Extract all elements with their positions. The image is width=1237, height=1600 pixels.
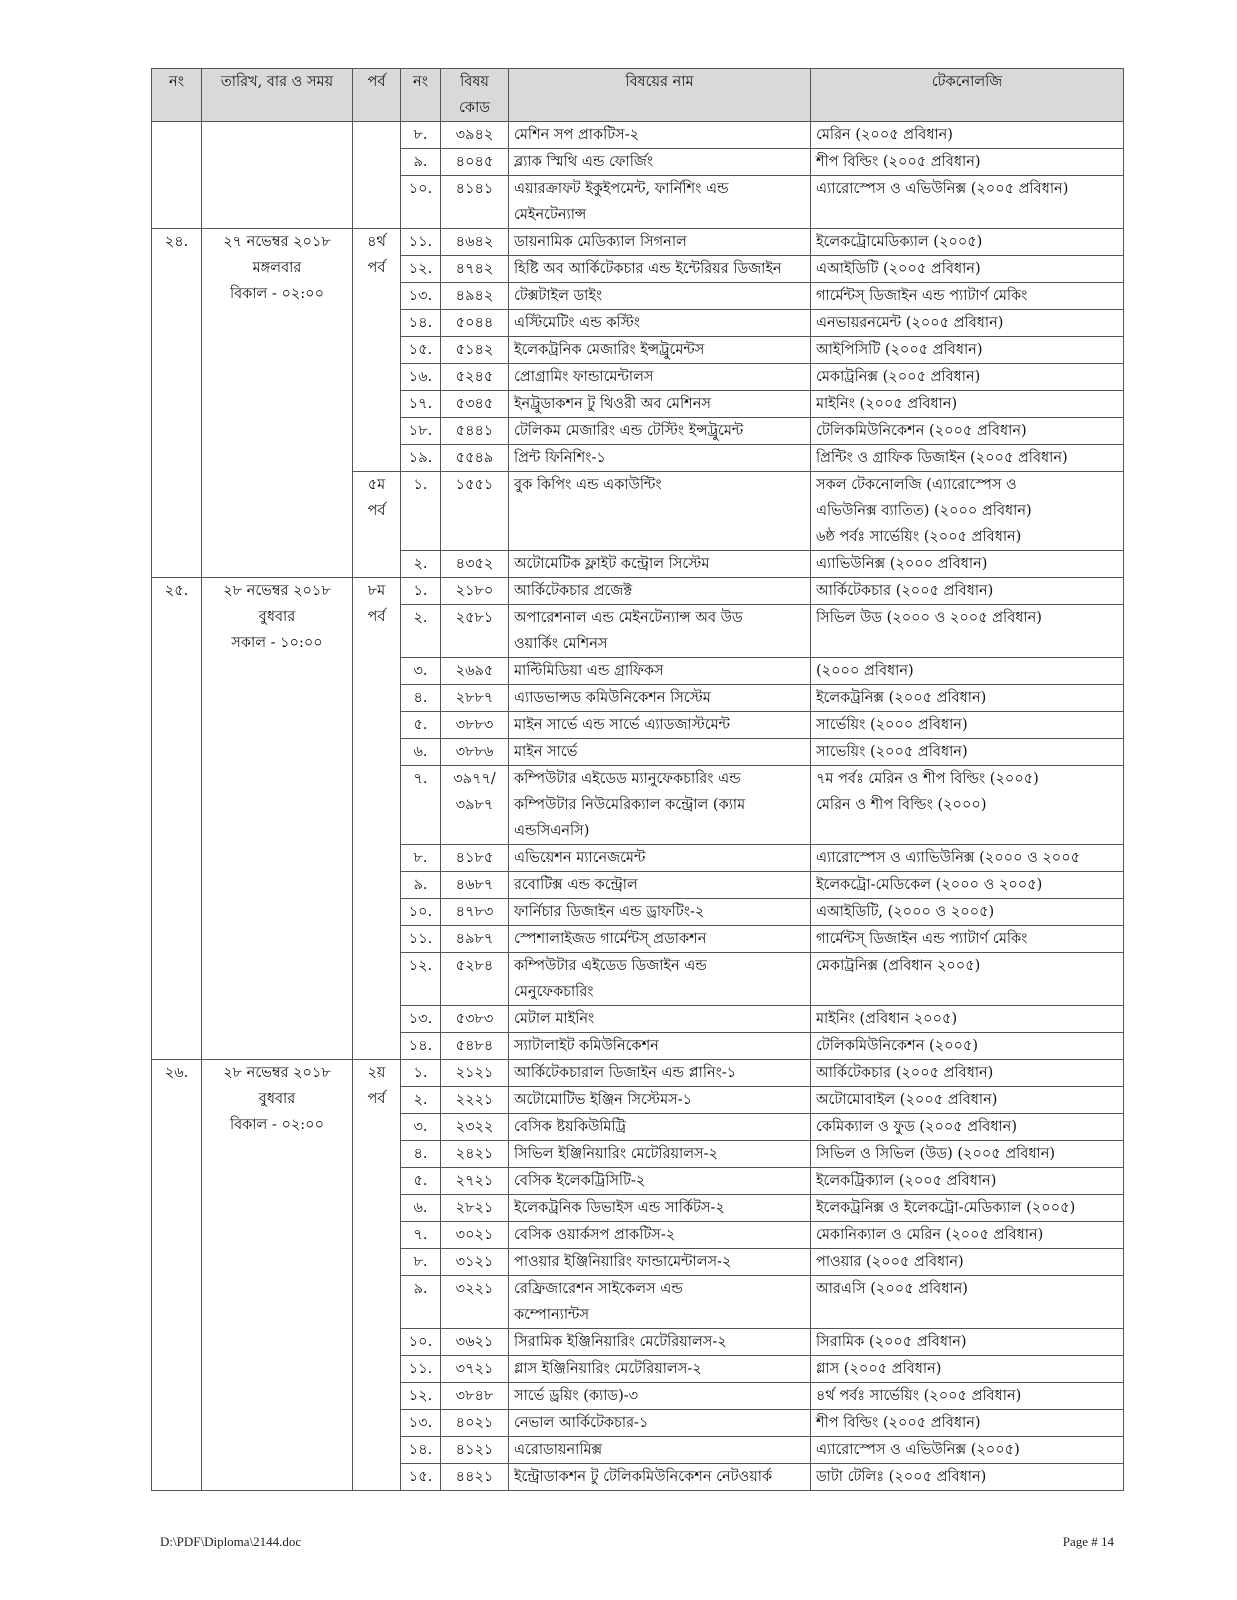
subject-technology: এআইডিটি, (২০০০ ও ২০০৫) (811, 899, 1124, 926)
subject-code: ৫৪৮৪ (441, 1033, 509, 1060)
subject-code: ৪৭৮৩ (441, 899, 509, 926)
table-row (152, 229, 1124, 256)
subject-code: ২৪২১ (441, 1141, 509, 1168)
subject-technology: মাইনিং (২০০৫ প্রবিধান) (811, 391, 1124, 418)
subject-code: ২৬৯৫ (441, 658, 509, 685)
subject-name: মাইন সার্ভে (509, 739, 811, 766)
subject-technology: ইলেকট্রনিক্স ও ইলেকট্রো-মেডিক্যাল (২০০৫) (811, 1195, 1124, 1222)
subject-name: স্পেশালাইজড গার্মেন্টস্ প্রডাকশন (509, 926, 811, 953)
subject-code: ২২২১ (441, 1087, 509, 1114)
subject-technology: মেকাট্রনিক্স (প্রবিধান ২০০৫) (811, 953, 1124, 1006)
subject-code: ২৭২১ (441, 1168, 509, 1195)
subject-code: ৫৩৮৩ (441, 1006, 509, 1033)
subject-code: ২৫৮১ (441, 605, 509, 658)
subject-name: এরোডায়নামিক্স (509, 1437, 811, 1464)
header-serial: নং (152, 69, 202, 122)
subject-name: সিভিল ইঞ্জিনিয়ারিং মেটেরিয়ালস-২ (509, 1141, 811, 1168)
subject-name: মেশিন সপ প্রাকটিস-২ (509, 122, 811, 149)
subject-technology: পাওয়ার (২০০৫ প্রবিধান) (811, 1249, 1124, 1276)
subject-technology: প্রিন্টিং ও গ্রাফিক ডিজাইন (২০০৫ প্রবিধান) (811, 445, 1124, 472)
subject-number: ৫. (401, 712, 441, 739)
subject-name: ইনট্রুডাকশন টু থিওরী অব মেশিনস (509, 391, 811, 418)
exam-semester: ৪র্থ পর্ব (353, 229, 401, 472)
table-row (152, 578, 1124, 605)
subject-technology: ডাটা টেলিঃ (২০০৫ প্রবিধান) (811, 1464, 1124, 1491)
subject-number: ১২. (401, 953, 441, 1006)
exam-serial (152, 122, 202, 229)
subject-number: ১৪. (401, 1437, 441, 1464)
subject-number: ১১. (401, 926, 441, 953)
exam-semester: ২য় পর্ব (353, 1060, 401, 1491)
subject-code: ৫০৪৪ (441, 310, 509, 337)
subject-name: আর্কিটেকচার প্রজেক্ট (509, 578, 811, 605)
subject-number: ১১. (401, 1356, 441, 1383)
exam-serial: ২৫. (152, 578, 202, 1060)
subject-name: বুক কিপিং এন্ড একাউন্টিং (509, 472, 811, 551)
subject-code: ৫৩৪৫ (441, 391, 509, 418)
header-subject-name: বিষয়ের নাম (509, 69, 811, 122)
subject-code: ২৩২২ (441, 1114, 509, 1141)
subject-number: ১৩. (401, 283, 441, 310)
subject-name: বেসিক ইলেকট্রিসিটি-২ (509, 1168, 811, 1195)
subject-code: ৩৮৮৩ (441, 712, 509, 739)
subject-technology: ৭ম পর্বঃ মেরিন ও শীপ বিল্ডিং (২০০৫) মেরিন ও শীপ বিল্ডিং (২০০০) (811, 766, 1124, 845)
subject-name: নেভাল আর্কিটেকচার-১ (509, 1410, 811, 1437)
subject-code: ১৫৫১ (441, 472, 509, 551)
subject-name: এভিয়েশন ম্যানেজমেন্ট (509, 845, 811, 872)
subject-number: ৪. (401, 1141, 441, 1168)
subject-number: ১৯. (401, 445, 441, 472)
subject-technology: টেলিকমিউনিকেশন (২০০৫ প্রবিধান) (811, 418, 1124, 445)
subject-number: ৯. (401, 149, 441, 176)
subject-technology: সকল টেকনোলজি (এ্যারোস্পেস ও এভিউনিক্স ব্যাতিত) (২০০০ প্রবিধান) ৬ষ্ঠ পর্বঃ সার্ভেয়িং (২০০৫ প্রবিধান) (811, 472, 1124, 551)
subject-code: ৩০২১ (441, 1222, 509, 1249)
footer-page-number: Page # 14 (1062, 1534, 1114, 1549)
subject-technology: আইপিসিটি (২০০৫ প্রবিধান) (811, 337, 1124, 364)
subject-code: ৩৬২১ (441, 1329, 509, 1356)
subject-technology: (২০০০ প্রবিধান) (811, 658, 1124, 685)
subject-number: ৪. (401, 685, 441, 712)
subject-name: প্রোগ্রামিং ফান্ডামেন্টালস (509, 364, 811, 391)
exam-serial: ২৬. (152, 1060, 202, 1491)
subject-number: ১৩. (401, 1410, 441, 1437)
footer-file-path: D:\PDF\Diploma\2144.doc (160, 1534, 302, 1549)
subject-name: ব্ল্যাক স্মিথি এন্ড ফোর্জিং (509, 149, 811, 176)
subject-name: ইন্ট্রোডাকশন টু টেলিকমিউনিকেশন নেটওয়ার্ক (509, 1464, 811, 1491)
subject-technology: এ্যারোস্পেস ও এভিউনিক্স (২০০৫) (811, 1437, 1124, 1464)
subject-name: ফার্নিচার ডিজাইন এন্ড ড্রাফটিং-২ (509, 899, 811, 926)
subject-number: ১৫. (401, 337, 441, 364)
table-row (152, 1060, 1124, 1087)
header-date-time: তারিখ, বার ও সময় (202, 69, 353, 122)
subject-code: ২১২১ (441, 1060, 509, 1087)
subject-technology: মাইনিং (প্রবিধান ২০০৫) (811, 1006, 1124, 1033)
subject-name: গ্লাস ইঞ্জিনিয়ারিং মেটেরিয়ালস-২ (509, 1356, 811, 1383)
subject-name: বেসিক ওয়ার্কসপ প্রাকটিস-২ (509, 1222, 811, 1249)
subject-name: ইলেকট্রনিক মেজারিং ইন্সট্রুমেন্টস (509, 337, 811, 364)
exam-serial: ২৪. (152, 229, 202, 578)
header-semester: পর্ব (353, 69, 401, 122)
exam-schedule-table (151, 68, 1124, 1491)
subject-name: ডায়নামিক মেডিক্যাল সিগনাল (509, 229, 811, 256)
subject-code: ৪১৮৫ (441, 845, 509, 872)
subject-code: ৪৬৮৭ (441, 872, 509, 899)
subject-technology: ইলেকট্রো-মেডিকেল (২০০০ ও ২০০৫) (811, 872, 1124, 899)
subject-code: ৪৯৪২ (441, 283, 509, 310)
subject-name: মাইন সার্ভে এন্ড সার্ভে এ্যাডজাস্টমেন্ট (509, 712, 811, 739)
subject-technology: মেরিন (২০০৫ প্রবিধান) (811, 122, 1124, 149)
subject-number: ২. (401, 605, 441, 658)
subject-technology: এ্যারোস্পেস ও এ্যাভিউনিক্স (২০০০ ও ২০০৫ (811, 845, 1124, 872)
subject-code: ৩৯৭৭/ ৩৯৮৭ (441, 766, 509, 845)
subject-number: ৬. (401, 1195, 441, 1222)
subject-technology: মেকানিক্যাল ও মেরিন (২০০৫ প্রবিধান) (811, 1222, 1124, 1249)
subject-code: ৪৪২১ (441, 1464, 509, 1491)
subject-name: রবোটিক্স এন্ড কন্ট্রোল (509, 872, 811, 899)
subject-number: ১৬. (401, 364, 441, 391)
table-header-row (152, 69, 1124, 122)
subject-code: ৪৭৪২ (441, 256, 509, 283)
subject-number: ৮. (401, 845, 441, 872)
exam-date-time (202, 122, 353, 229)
subject-technology: এ্যারোস্পেস ও এভিউনিক্স (২০০৫ প্রবিধান) (811, 176, 1124, 229)
subject-code: ৫৫৪৯ (441, 445, 509, 472)
exam-semester (353, 122, 401, 229)
subject-number: ১১. (401, 229, 441, 256)
subject-number: ১৪. (401, 1033, 441, 1060)
subject-number: ১০. (401, 1329, 441, 1356)
subject-technology: সাভেয়িং (২০০৫ প্রবিধান) (811, 739, 1124, 766)
subject-name: হিষ্টি অব আর্কিটেকচার এন্ড ইন্টেরিয়র ডিজাইন (509, 256, 811, 283)
subject-name: স্যাটালাইট কমিউনিকেশন (509, 1033, 811, 1060)
subject-technology: ইলেকট্রনিক্স (২০০৫ প্রবিধান) (811, 685, 1124, 712)
subject-name: পাওয়ার ইঞ্জিনিয়ারিং ফান্ডামেন্টালস-২ (509, 1249, 811, 1276)
subject-number: ১০. (401, 899, 441, 926)
subject-name: বেসিক ষ্টয়কিউমিট্রি (509, 1114, 811, 1141)
subject-code: ৪০২১ (441, 1410, 509, 1437)
subject-technology: মেকাট্রনিক্স (২০০৫ প্রবিধান) (811, 364, 1124, 391)
subject-number: ১. (401, 1060, 441, 1087)
subject-technology: এনভায়রনমেন্ট (২০০৫ প্রবিধান) (811, 310, 1124, 337)
subject-name: সার্ভে ড্রয়িং (ক্যাড)-৩ (509, 1383, 811, 1410)
subject-technology: সিভিল ও সিভিল (উড) (২০০৫ প্রবিধান) (811, 1141, 1124, 1168)
subject-number: ১২. (401, 1383, 441, 1410)
subject-name: রেফ্রিজারেশন সাইকেলস এন্ড কম্পোন্যান্টস (509, 1276, 811, 1329)
subject-number: ৯. (401, 872, 441, 899)
subject-technology: টেলিকমিউনিকেশন (২০০৫) (811, 1033, 1124, 1060)
subject-number: ৫. (401, 1168, 441, 1195)
subject-number: ১০. (401, 176, 441, 229)
subject-code: ৪৯৮৭ (441, 926, 509, 953)
subject-code: ৩১২১ (441, 1249, 509, 1276)
header-subject-code: বিষয় কোড (441, 69, 509, 122)
subject-code: ৩২২১ (441, 1276, 509, 1329)
header-number: নং (401, 69, 441, 122)
subject-code: ৩৮৪৮ (441, 1383, 509, 1410)
subject-code: ৪৩৫২ (441, 551, 509, 578)
subject-name: অপারেশনাল এন্ড মেইনটেন্যান্স অব উড ওয়ার্কিং মেশিনস (509, 605, 811, 658)
subject-name: অটোমেটিক ফ্লাইট কন্ট্রোল সিস্টেম (509, 551, 811, 578)
subject-number: ৩. (401, 658, 441, 685)
subject-name: মাল্টিমিডিয়া এন্ড গ্রাফিকস (509, 658, 811, 685)
subject-code: ৪১৪১ (441, 176, 509, 229)
subject-technology: সিরামিক (২০০৫ প্রবিধান) (811, 1329, 1124, 1356)
subject-number: ১৫. (401, 1464, 441, 1491)
subject-code: ৫২৮৪ (441, 953, 509, 1006)
exam-semester: ৫ম পর্ব (353, 472, 401, 578)
subject-code: ৫১৪২ (441, 337, 509, 364)
subject-number: ৮. (401, 1249, 441, 1276)
subject-number: ১. (401, 472, 441, 551)
subject-code: ৩৮৮৬ (441, 739, 509, 766)
subject-technology: আর্কিটেকচার (২০০৫ প্রবিধান) (811, 1060, 1124, 1087)
subject-technology: ইলেকট্রিক্যাল (২০০৫ প্রবিধান) (811, 1168, 1124, 1195)
subject-code: ৪১২১ (441, 1437, 509, 1464)
subject-name: মেটাল মাইনিং (509, 1006, 811, 1033)
subject-technology: সিভিল উড (২০০০ ও ২০০৫ প্রবিধান) (811, 605, 1124, 658)
subject-technology: ৪র্থ পর্বঃ সার্ভেয়িং (২০০৫ প্রবিধান) (811, 1383, 1124, 1410)
subject-name: আর্কিটেকচারাল ডিজাইন এন্ড প্লানিং-১ (509, 1060, 811, 1087)
subject-technology: সার্ভেয়িং (২০০০ প্রবিধান) (811, 712, 1124, 739)
subject-name: কম্পিউটার এইডেড ডিজাইন এন্ড মেনুফেকচারিং (509, 953, 811, 1006)
subject-number: ৯. (401, 1276, 441, 1329)
subject-name: ইলেকট্রনিক ডিভাইস এন্ড সার্কিটস-২ (509, 1195, 811, 1222)
exam-semester: ৮ম পর্ব (353, 578, 401, 1060)
subject-number: ৭. (401, 766, 441, 845)
subject-code: ২১৮০ (441, 578, 509, 605)
table-body (152, 122, 1124, 1491)
subject-name: অটোমোটিভ ইঞ্জিন সিস্টেমস-১ (509, 1087, 811, 1114)
subject-technology: গ্লাস (২০০৫ প্রবিধান) (811, 1356, 1124, 1383)
subject-technology: এআইডিটি (২০০৫ প্রবিধান) (811, 256, 1124, 283)
subject-number: ১৪. (401, 310, 441, 337)
subject-code: ৫২৪৫ (441, 364, 509, 391)
subject-technology: আর্কিটেকচার (২০০৫ প্রবিধান) (811, 578, 1124, 605)
subject-number: ২. (401, 1087, 441, 1114)
subject-number: ১৭. (401, 391, 441, 418)
subject-number: ১২. (401, 256, 441, 283)
table-row (152, 122, 1124, 149)
subject-code: ২৮২১ (441, 1195, 509, 1222)
subject-code: ৩৯৪২ (441, 122, 509, 149)
subject-name: টেক্সটাইল ডাইং (509, 283, 811, 310)
subject-technology: এ্যাভিউনিক্স (২০০০ প্রবিধান) (811, 551, 1124, 578)
subject-number: ২. (401, 551, 441, 578)
subject-technology: গার্মেন্টস্ ডিজাইন এন্ড প্যাটার্ণ মেকিং (811, 283, 1124, 310)
subject-technology: শীপ বিল্ডিং (২০০৫ প্রবিধান) (811, 1410, 1124, 1437)
subject-code: ২৮৮৭ (441, 685, 509, 712)
subject-technology: আরএসি (২০০৫ প্রবিধান) (811, 1276, 1124, 1329)
subject-technology: ইলেকট্রোমেডিক্যাল (২০০৫) (811, 229, 1124, 256)
subject-code: ৩৭২১ (441, 1356, 509, 1383)
subject-technology: গার্মেন্টস্ ডিজাইন এন্ড প্যাটার্ণ মেকিং (811, 926, 1124, 953)
header-technology: টেকনোলজি (811, 69, 1124, 122)
subject-name: এস্টিমেটিং এন্ড কস্টিং (509, 310, 811, 337)
subject-number: ১৮. (401, 418, 441, 445)
exam-date-time: ২৭ নভেম্বর ২০১৮ মঙ্গলবার বিকাল - ০২:০০ (202, 229, 353, 578)
subject-number: ৬. (401, 739, 441, 766)
subject-name: এ্যাডভান্সড কমিউনিকেশন সিস্টেম (509, 685, 811, 712)
subject-number: ৭. (401, 1222, 441, 1249)
subject-code: ৪০৪৫ (441, 149, 509, 176)
subject-name: এয়ারক্রাফট ইকুইপমেন্ট, ফার্নিশিং এন্ড মেইনটেন্যান্স (509, 176, 811, 229)
subject-code: ৫৪৪১ (441, 418, 509, 445)
subject-name: টেলিকম মেজারিং এন্ড টেস্টিং ইন্সট্রুমেন্ট (509, 418, 811, 445)
subject-technology: শীপ বিল্ডিং (২০০৫ প্রবিধান) (811, 149, 1124, 176)
subject-code: ৪৬৪২ (441, 229, 509, 256)
exam-date-time: ২৮ নভেম্বর ২০১৮ বুধবার বিকাল - ০২:০০ (202, 1060, 353, 1491)
subject-name: সিরামিক ইঞ্জিনিয়ারিং মেটেরিয়ালস-২ (509, 1329, 811, 1356)
subject-name: কম্পিউটার এইডেড ম্যানুফেকচারিং এন্ড কম্পিউটার নিউমেরিক্যাল কন্ট্রোল (ক্যাম এন্ডসিএনসি) (509, 766, 811, 845)
subject-technology: অটোমোবাইল (২০০৫ প্রবিধান) (811, 1087, 1124, 1114)
subject-name: প্রিন্ট ফিনিশিং-১ (509, 445, 811, 472)
exam-date-time: ২৮ নভেম্বর ২০১৮ বুধবার সকাল - ১০:০০ (202, 578, 353, 1060)
subject-number: ৮. (401, 122, 441, 149)
subject-number: ৩. (401, 1114, 441, 1141)
subject-technology: কেমিক্যাল ও ফুড (২০০৫ প্রবিধান) (811, 1114, 1124, 1141)
subject-number: ১. (401, 578, 441, 605)
subject-number: ১৩. (401, 1006, 441, 1033)
